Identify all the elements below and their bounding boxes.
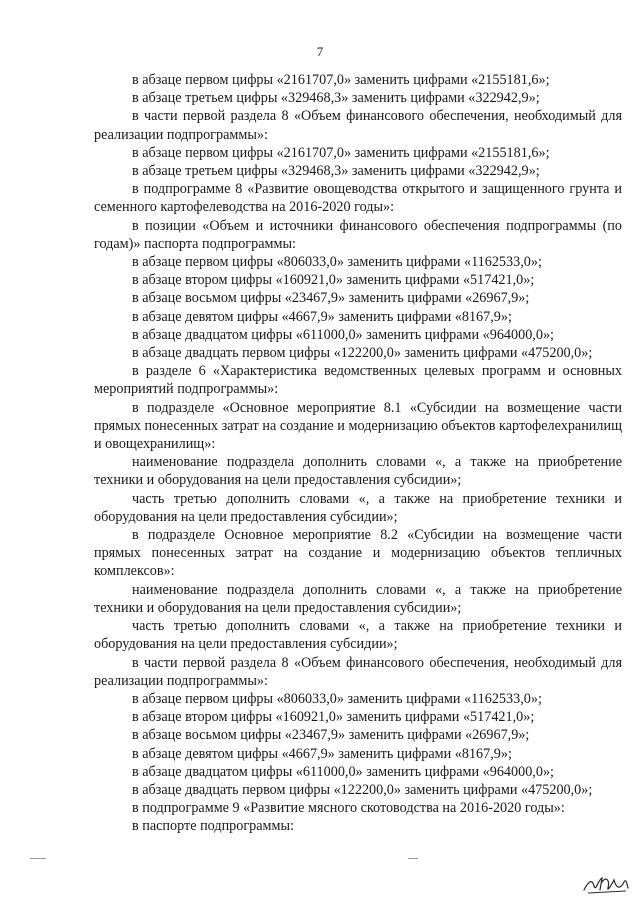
paragraph: в абзаце третьем цифры «329468,3» заменить цифрами «322942,9»; [132,163,540,180]
paragraph: в абзаце втором цифры «160921,0» заменить цифрами «517421,0»; [132,709,535,726]
paragraph: в абзаце восьмом цифры «23467,9» заменить цифрами «26967,9»; [132,290,530,307]
paragraph: в абзаце двадцать первом цифры «122200,0» заменить цифрами «475200,0»; [132,781,593,798]
paragraph: в паспорте подпрограммы: [132,818,294,835]
paragraph: наименование подраздела дополнить словами «, а также на приобретение техники и оборудования на цели предоставления субсидии»; [94,454,622,489]
signature-mark [580,868,632,898]
page-number: 7 [316,44,324,59]
paragraph: в абзаце восьмом цифры «23467,9» заменить цифрами «26967,9»; [132,727,530,744]
paragraph: в абзаце первом цифры «806033,0» заменить цифрами «1162533,0»; [132,690,542,707]
paragraph: в подпрограмме 9 «Развитие мясного скотоводства на 2016-2020 годы»: [132,800,565,817]
paragraph: в части первой раздела 8 «Объем финансового обеспечения, необходимый для реализации подпрограммы»: [94,108,622,143]
paragraph: в абзаце первом цифры «2161707,0» заменить цифрами «2155181,6»; [132,144,550,161]
document-body [94,71,622,836]
paragraph: в разделе 6 «Характеристика ведомственных целевых программ и основных мероприятий подпрограммы»: [94,363,622,398]
paragraph: в абзаце двадцатом цифры «611000,0» заменить цифрами «964000,0»; [132,326,554,343]
paragraph: в абзаце девятом цифры «4667,9» заменить цифрами «8167,9»; [132,745,512,762]
paragraph: в абзаце первом цифры «806033,0» заменить цифрами «1162533,0»; [132,254,542,271]
paragraph: в абзаце двадцать первом цифры «122200,0» заменить цифрами «475200,0»; [132,345,593,362]
paragraph: в абзаце третьем цифры «329468,3» заменить цифрами «322942,9»; [132,90,540,107]
paragraph: в подпрограмме 8 «Развитие овощеводства открытого и защищенного грунта и семенного картофелеводства на 2016-2020 годы»: [94,181,622,216]
scan-mark [30,858,46,859]
paragraph: в абзаце девятом цифры «4667,9» заменить цифрами «8167,9»; [132,308,512,325]
paragraph: в абзаце двадцатом цифры «611000,0» заменить цифрами «964000,0»; [132,763,554,780]
paragraph: в абзаце первом цифры «2161707,0» заменить цифрами «2155181,6»; [132,72,550,88]
paragraph: в позиции «Объем и источники финансового обеспечения подпрограммы (по годам)» паспорта подпрограммы: [94,217,622,252]
paragraph: наименование подраздела дополнить словами «, а также на приобретение техники и оборудования на цели предоставления субсидии»; [94,581,622,616]
paragraph: в подразделе «Основное мероприятие 8.1 «Субсидии на возмещение части прямых понесенных затрат на создание и модернизацию объектов картофелехранилищ и овощехранилищ»: [94,399,622,453]
paragraph: в абзаце втором цифры «160921,0» заменить цифрами «517421,0»; [132,272,535,289]
paragraph: в части первой раздела 8 «Объем финансового обеспечения, необходимый для реализации подпрограммы»: [94,654,622,689]
paragraph: в подразделе Основное мероприятие 8.2 «Субсидии на возмещение части прямых понесенных затрат на создание и модернизацию объектов тепличных комплексов»: [94,527,622,580]
scan-mark [408,858,418,859]
paragraph: часть третью дополнить словами «, а также на приобретение техники и оборудования на цели предоставления субсидии»; [94,490,622,525]
paragraph: часть третью дополнить словами «, а также на приобретение техники и оборудования на цели предоставления субсидии»; [94,618,622,653]
